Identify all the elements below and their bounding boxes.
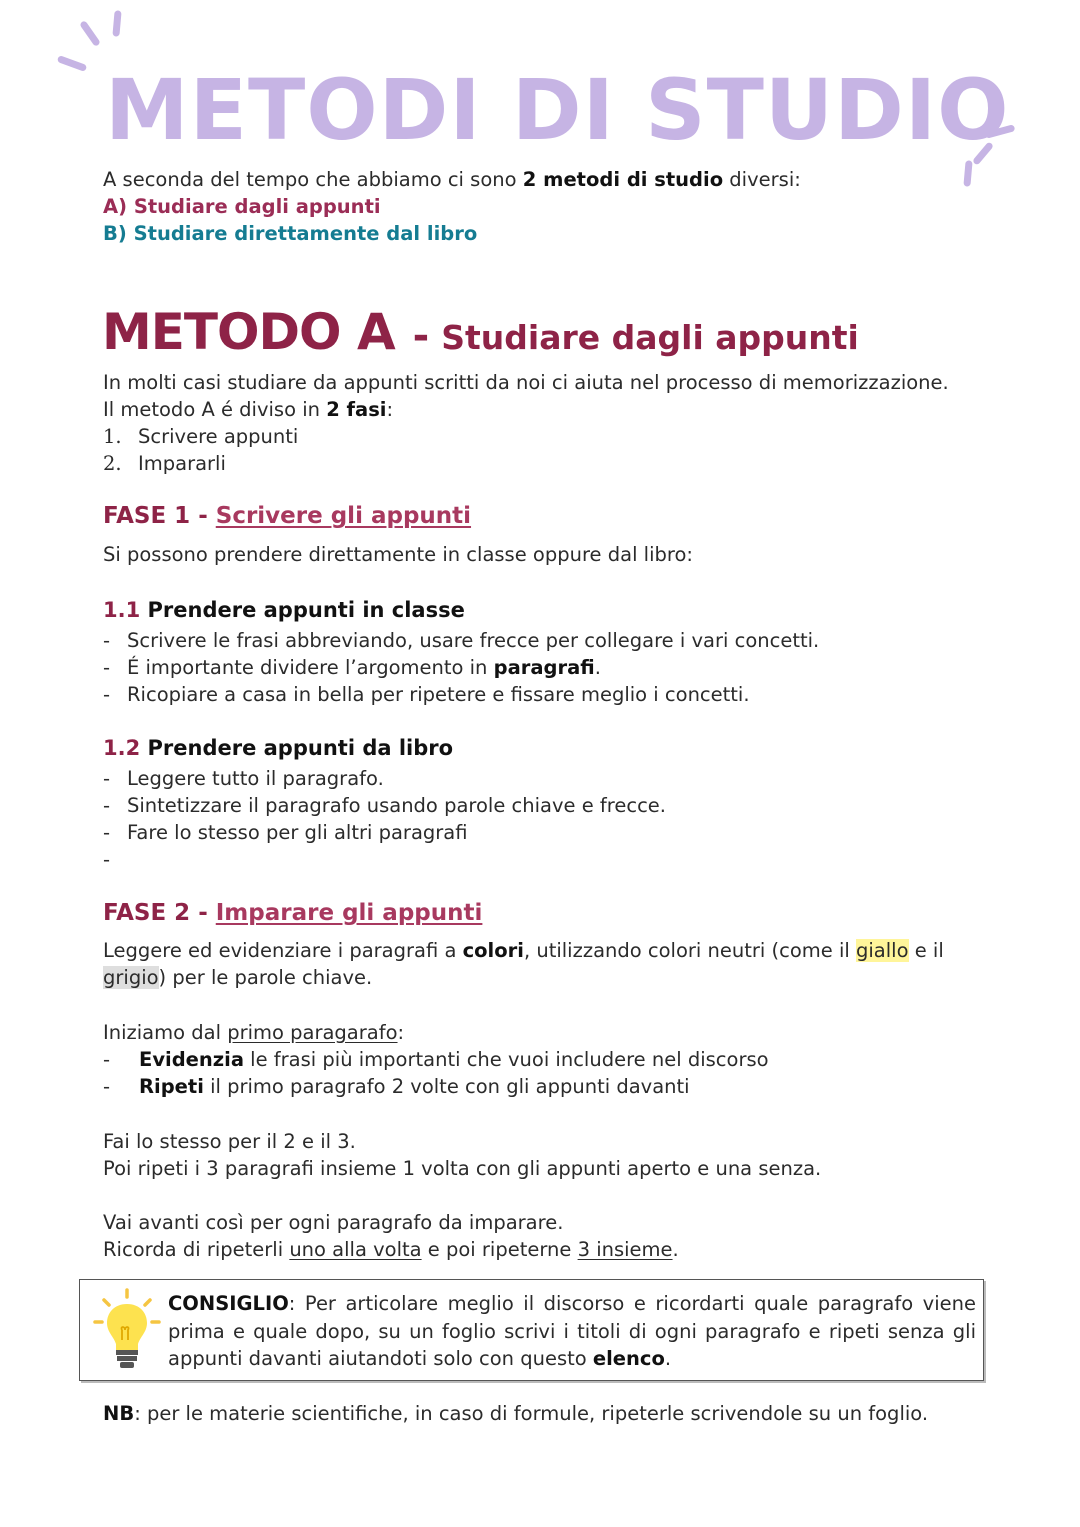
empty-list-item: - xyxy=(103,848,111,871)
fase2-p3: Fai lo stesso per il 2 e il 3. xyxy=(103,1130,356,1153)
page-title: METODI DI STUDIO xyxy=(105,61,1010,159)
list-item: - Scrivere le frasi abbreviando, usare frecce per collegare i vari concetti. xyxy=(103,629,820,652)
list-item: - É importante dividere l’argomento in paragrafi. xyxy=(103,656,601,679)
list-item: 2. Impararli xyxy=(103,452,226,475)
lightbulb-icon xyxy=(92,1288,162,1374)
section-1-2-heading: 1.2 Prendere appunti da libro xyxy=(103,736,454,760)
list-item: - Fare lo stesso per gli altri paragrafi xyxy=(103,821,468,844)
metodo-a-heading: METODO A - Studiare dagli appunti xyxy=(102,303,859,361)
metodo-a-description: In molti casi studiare da appunti scritti da noi ci aiuta nel processo di memorizzazione. xyxy=(103,371,949,394)
list-item: - Ricopiare a casa in bella per ripetere e fissare meglio i concetti. xyxy=(103,683,750,706)
list-item: - Sintetizzare il paragrafo usando parole chiave e frecce. xyxy=(103,794,666,817)
fase2-heading: FASE 2 - Imparare gli appunti xyxy=(103,900,483,926)
intro-line: A seconda del tempo che abbiamo ci sono 2 metodi di studio diversi: xyxy=(103,168,801,191)
metodo-a-phases-intro: Il metodo A é diviso in 2 fasi: xyxy=(103,398,394,421)
fase2-paragraph-line2: grigio) per le parole chiave. xyxy=(103,966,373,989)
fase2-start: Iniziamo dal primo paragarafo: xyxy=(103,1021,405,1044)
nb-note: NB: per le materie scientifiche, in caso di formule, ripeterle scrivendole su un foglio. xyxy=(103,1402,929,1425)
sparkle-left-1 xyxy=(57,55,88,72)
fase2-paragraph-line1: Leggere ed evidenziare i paragrafi a colori, utilizzando colori neutri (come il giallo e il xyxy=(103,939,944,962)
list-item: 1. Scrivere appunti xyxy=(103,425,299,448)
list-item: - Evidenzia le frasi più importanti che vuoi includere nel discorso xyxy=(103,1048,769,1071)
fase2-p5: Vai avanti così per ogni paragrafo da imparare. xyxy=(103,1211,564,1234)
fase1-heading: FASE 1 - Scrivere gli appunti xyxy=(103,503,472,529)
option-b: B) Studiare direttamente dal libro xyxy=(103,222,478,245)
section-1-1-heading: 1.1 Prendere appunti in classe xyxy=(103,598,465,622)
option-a: A) Studiare dagli appunti xyxy=(103,195,381,218)
fase2-p4: Poi ripeti i 3 paragrafi insieme 1 volta con gli appunti aperto e una senza. xyxy=(103,1157,822,1180)
list-item: - Leggere tutto il paragrafo. xyxy=(103,767,384,790)
sparkle-left-2 xyxy=(79,20,101,47)
list-item: - Ripeti il primo paragrafo 2 volte con gli appunti davanti xyxy=(103,1075,690,1098)
tip-text: CONSIGLIO: Per articolare meglio il discorso e ricordarti quale paragrafo viene prima e quale dopo, su un foglio scrivi i titoli di ogni paragrafo e ripeti senza gli appunti davanti aiutandoti solo con questo elenco. xyxy=(168,1292,976,1370)
fase1-intro: Si possono prendere direttamente in classe oppure dal libro: xyxy=(103,543,693,566)
tip-box xyxy=(79,1279,984,1381)
fase2-p6: Ricorda di ripeterli uno alla volta e poi ripeterne 3 insieme. xyxy=(103,1238,679,1261)
sparkle-left-3 xyxy=(112,10,121,37)
